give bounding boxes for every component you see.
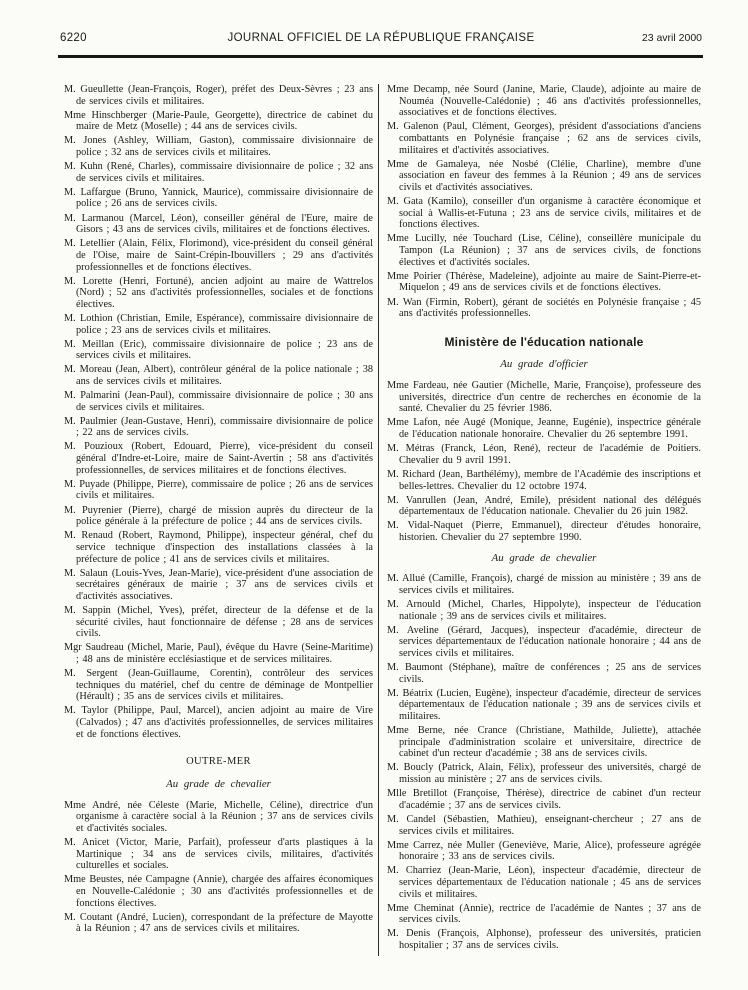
header-rule bbox=[58, 55, 703, 58]
decree-entry: Mme Hinschberger (Marie-Paule, Georgette), directrice de cabinet du maire de Metz (Moselle) ; 44 ans de services civils. bbox=[64, 109, 373, 133]
left-column bbox=[64, 84, 373, 954]
decree-entry: M. Denis (François, Alphonse), professeur des universités, praticien hospitalier ; 37 ans de services civils. bbox=[387, 928, 701, 951]
decree-entry: M. Renaud (Robert, Raymond, Philippe), inspecteur général, chef du service technique d'inspection des installations classées à la préfecture de police ; 41 ans de services civils et militaires. bbox=[64, 530, 373, 565]
grade-heading: Au grade d'officier bbox=[500, 358, 588, 371]
decree-entry: Mlle Bretillot (Françoise, Thérèse), directrice de cabinet d'un recteur d'académie ; 37 ans de services civils. bbox=[387, 788, 701, 811]
decree-entry: M. Béatrix (Lucien, Eugène), inspecteur d'académie, directeur de services départementaux de l'éducation nationale ; 39 ans de services civils et militaires. bbox=[387, 687, 701, 723]
ministry-heading: Ministère de l'éducation nationale bbox=[444, 334, 644, 349]
right-column bbox=[387, 84, 701, 954]
decree-entry: M. Wan (Firmin, Robert), gérant de sociétés en Polynésie française ; 45 ans d'activités professionnelles. bbox=[387, 296, 701, 320]
decree-entry: Mme de Gamaleya, née Nosbé (Clélie, Charline), membre d'une association en faveur des femmes à la Réunion ; 49 ans de services civils et d'activités associatives. bbox=[387, 158, 701, 194]
decree-entry: M. Jones (Ashley, William, Gaston), commissaire divisionnaire de police ; 32 ans de services civils et militaires. bbox=[64, 135, 373, 159]
grade-heading: Au grade de chevalier bbox=[491, 551, 597, 564]
decree-entry: M. Puyrenier (Pierre), chargé de mission auprès du directeur de la police générale à la préfecture de police ; 44 ans de services civils. bbox=[64, 504, 373, 528]
journal-title: JOURNAL OFFICIEL DE LA RÉPUBLIQUE FRANÇAISE bbox=[227, 32, 535, 44]
decree-entry: M. Boucly (Patrick, Alain, Félix), professeur des universités, chargé de mission au ministère ; 27 ans de services civils. bbox=[387, 762, 701, 786]
page-number: 6220 bbox=[60, 32, 87, 44]
decree-entry: Mgr Saudreau (Michel, Marie, Paul), évêque du Havre (Seine-Maritime) ; 48 ans de ministère ecclésiastique et de services militaires. bbox=[64, 642, 373, 665]
decree-entry: M. Gata (Kamilo), conseiller d'un organisme à caractère économique et social à Wallis-et-Futuna ; 23 ans de service civils, militaires et de fonctions électives. bbox=[387, 196, 701, 231]
decree-entry: Mme Carrez, née Muller (Geneviève, Marie, Alice), professeure agrégée honoraire ; 33 ans de services civils. bbox=[387, 839, 701, 863]
decree-entry: M. Richard (Jean, Barthélémy), membre de l'Académie des inscriptions et belles-lettres. Chevalier du 12 octobre 1974. bbox=[387, 468, 701, 492]
decree-entry: M. Larmanou (Marcel, Léon), conseiller général de l'Eure, maire de Gisors ; 43 ans de services civils, militaires et de fonctions électives. bbox=[64, 212, 373, 236]
decree-entry: M. Meillan (Eric), commissaire divisionnaire de police ; 23 ans de services civils et militaires. bbox=[64, 338, 373, 362]
decree-entry: Mme Decamp, née Sourd (Janine, Marie, Claude), adjointe au maire de Nouméa (Nouvelle-Calédonie) ; 46 ans d'activités professionnelles, associatives et de fonctions électives. bbox=[387, 84, 701, 119]
decree-entry: M. Lothion (Christian, Emile, Espérance), commissaire divisionnaire de police ; 23 ans de services civils et militaires. bbox=[64, 312, 373, 336]
decree-entry: M. Lorette (Henri, Fortuné), ancien adjoint au maire de Wattrelos (Nord) ; 52 ans d'activités professionnelles, sociales et de fonctions électives. bbox=[64, 275, 373, 310]
grade-heading: Au grade de chevalier bbox=[166, 777, 271, 790]
text-columns bbox=[64, 84, 701, 954]
decree-entry: M. Baumont (Stéphane), maître de conférences ; 25 ans de services civils. bbox=[387, 662, 701, 685]
decree-entry: Mme Fardeau, née Gautier (Michelle, Marie, Françoise), professeure des universités, directrice d'un centre de recherches en économie de la santé. Chevalier du 25 février 1986. bbox=[387, 380, 701, 415]
decree-entry: M. Arnould (Michel, Charles, Hippolyte), inspecteur de l'éducation nationale ; 39 ans de services civils et militaires. bbox=[387, 598, 701, 622]
decree-entry: M. Sappin (Michel, Yves), préfet, directeur de la défense et de la sécurité civiles, haut fonctionnaire de défense ; 28 ans de services civils. bbox=[64, 604, 373, 640]
decree-entry: M. Vidal-Naquet (Pierre, Emmanuel), directeur d'études honoraire, historien. Chevalier du 27 septembre 1990. bbox=[387, 520, 701, 543]
decree-entry: M. Letellier (Alain, Félix, Florimond), vice-président du conseil général de l'Oise, maire de Saint-Crépin-Ibouvillers ; 29 ans d'activités professionnelles et de fonctions électives. bbox=[64, 238, 373, 273]
decree-entry: M. Candel (Sébastien, Mathieu), enseignant-chercheur ; 27 ans de services civils et militaires. bbox=[387, 813, 701, 837]
page-header bbox=[60, 32, 702, 44]
decree-entry: M. Vanrullen (Jean, André, Emile), président national des délégués départementaux de l'éducation nationale. Chevalier du 26 juin 1982. bbox=[387, 494, 701, 518]
decree-entry: M. Anicet (Victor, Marie, Parfait), professeur d'arts plastiques à la Martinique ; 34 ans de services civils, militaires, d'activités culturelles et sociales. bbox=[64, 837, 373, 872]
decree-entry: M. Kuhn (René, Charles), commissaire divisionnaire de police ; 32 ans de services civils et militaires. bbox=[64, 161, 373, 184]
decree-entry: Mme Lafon, née Augé (Monique, Jeanne, Eugénie), inspectrice générale de l'éducation nationale honoraire. Chevalier du 26 septembre 1991. bbox=[387, 417, 701, 441]
decree-entry: M. Métras (Franck, Léon, René), recteur de l'académie de Poitiers. Chevalier du 9 avril 1991. bbox=[387, 443, 701, 466]
decree-entry: M. Galenon (Paul, Clément, Georges), président d'associations d'anciens combattants en Polynésie française ; 62 ans de services civils, militaires et d'activités associatives. bbox=[387, 121, 701, 156]
decree-entry: M. Sergent (Jean-Guillaume, Corentin), contrôleur des services techniques du matériel, chef du centre de déminage de Montpellier (Hérault) ; 35 ans de services civils et militaires. bbox=[64, 668, 373, 703]
decree-entry: M. Coutant (André, Lucien), correspondant de la préfecture de Mayotte à la Réunion ; 47 ans de services civils et militaires. bbox=[64, 911, 373, 935]
decree-entry: M. Paulmier (Jean-Gustave, Henri), commissaire divisionnaire de police ; 22 ans de services civils. bbox=[64, 415, 373, 439]
decree-entry: M. Pouzioux (Robert, Edouard, Pierre), vice-président du conseil général d'Indre-et-Loire, maire de Saint-Avertin ; 58 ans d'activités professionnelles, de services militaires et de fonctions électives. bbox=[64, 441, 373, 476]
decree-entry: Mme Cheminat (Annie), rectrice de l'académie de Nantes ; 37 ans de services civils. bbox=[387, 902, 701, 926]
decree-entry: M. Aveline (Gérard, Jacques), inspecteur d'académie, directeur de services départementaux de l'éducation nationale honoraire ; 44 ans de services civils et militaires. bbox=[387, 624, 701, 659]
decree-entry: M. Laffargue (Bruno, Yannick, Maurice), commissaire divisionnaire de police ; 26 ans de services civils. bbox=[64, 186, 373, 210]
decree-entry: Mme Beustes, née Campagne (Annie), chargée des affaires économiques en Nouvelle-Calédonie ; 30 ans d'activités professionnelles et de fonctions électives. bbox=[64, 874, 373, 909]
issue-date: 23 avril 2000 bbox=[641, 32, 702, 44]
decree-entry: M. Moreau (Jean, Albert), contrôleur général de la police nationale ; 38 ans de services civils et militaires. bbox=[64, 364, 373, 387]
decree-entry: M. Allué (Camille, François), chargé de mission au ministère ; 39 ans de services civils et militaires. bbox=[387, 573, 701, 596]
decree-entry: Mme Poirier (Thérèse, Madeleine), adjointe au maire de Saint-Pierre-et-Miquelon ; 49 ans de services civils et de fonctions électives. bbox=[387, 270, 701, 294]
decree-entry: M. Taylor (Philippe, Paul, Marcel), ancien adjoint au maire de Vire (Calvados) ; 47 ans d'activités professionnelles, de services militaires et de fonctions électives. bbox=[64, 705, 373, 740]
decree-entry: Mme Lucilly, née Touchard (Lise, Céline), conseillère municipale du Tampon (La Réunion) ; 37 ans de services civils, de fonctions électives et d'activités sociales. bbox=[387, 233, 701, 268]
decree-entry: M. Salaun (Louis-Yves, Jean-Marie), vice-président d'une association de secrétaires généraux de mairie ; 37 ans de services civils et d'activités associatives. bbox=[64, 567, 373, 602]
decree-entry: M. Charriez (Jean-Marie, Léon), inspecteur d'académie, directeur de services départementaux de l'éducation nationale ; 45 ans de services civils et militaires. bbox=[387, 865, 701, 900]
decree-entry: Mme André, née Céleste (Marie, Michelle, Céline), directrice d'un organisme à caractère social à la Réunion ; 37 ans de services civils et d'activités sociales. bbox=[64, 799, 373, 834]
decree-entry: Mme Berne, née Crance (Christiane, Mathilde, Juliette), attachée principale d'administration scolaire et universitaire, directrice de cabinet d'un recteur d'académie ; 38 ans de services civils. bbox=[387, 725, 701, 760]
decree-entry: M. Puyade (Philippe, Pierre), commissaire de police ; 26 ans de services civils et militaires. bbox=[64, 478, 373, 502]
decree-entry: M. Gueullette (Jean-François, Roger), préfet des Deux-Sèvres ; 23 ans de services civils et militaires. bbox=[64, 84, 373, 107]
decree-entry: M. Palmarini (Jean-Paul), commissaire divisionnaire de police ; 30 ans de services civils et militaires. bbox=[64, 390, 373, 413]
section-heading: OUTRE-MER bbox=[186, 756, 251, 768]
